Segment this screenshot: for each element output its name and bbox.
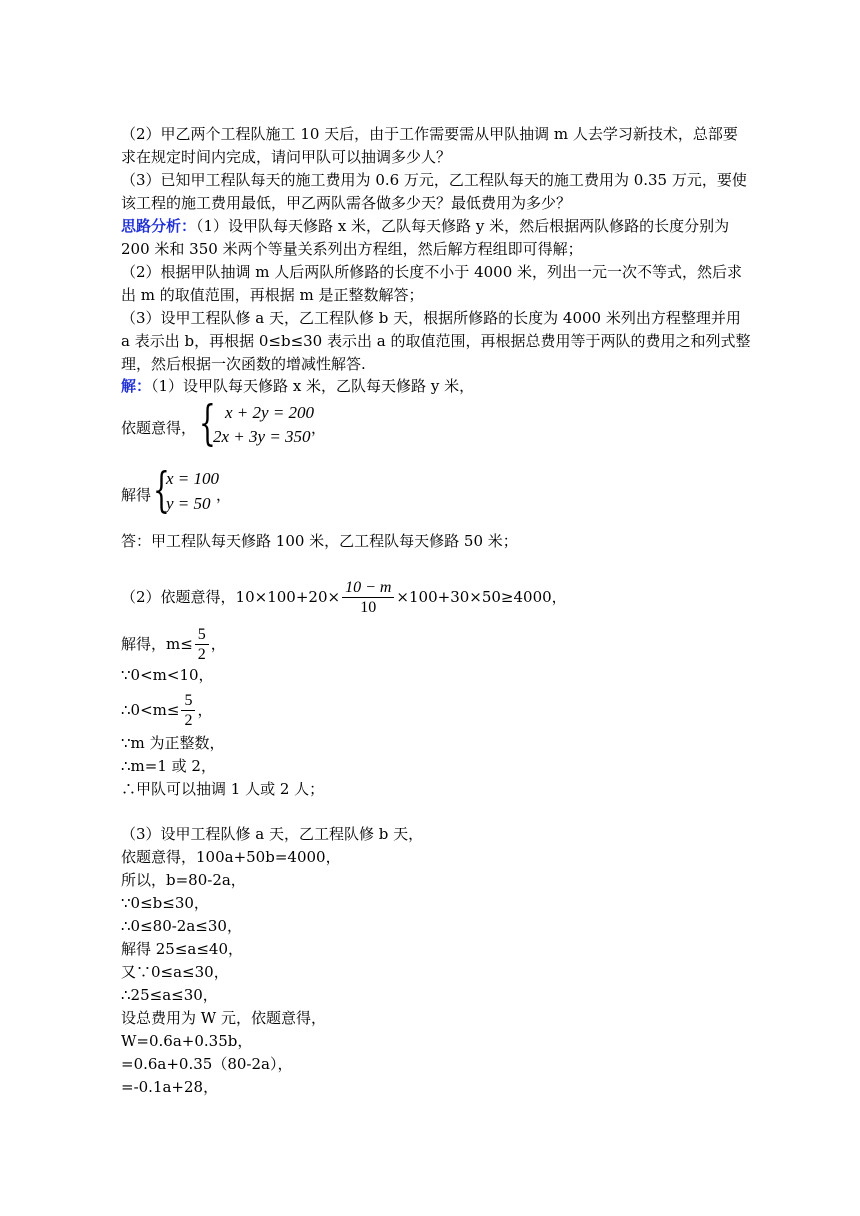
system-1-eq-2: 2x + 3y = 350 <box>213 427 311 446</box>
system-1-eq-1: x + 2y = 200 <box>225 403 315 422</box>
solution-text-1: （1）设甲队每天修路 x 米，乙队每天修路 y 米， <box>151 377 475 395</box>
fraction-5-over-2-b: $\frac{5}{2}$ <box>181 691 195 730</box>
part-3-line-4: ∵0≤b≤30， <box>121 894 209 912</box>
part-3-line-7: 又∵0≤a≤30， <box>121 963 229 981</box>
part-2-line-conclusion: ∴甲队可以抽调 1 人或 2 人； <box>121 780 325 798</box>
part-2-range-2: ∴0<m≤ $\frac{5}{2}$ ， <box>121 691 213 729</box>
system-1-prefix: 依题意得， <box>121 419 197 437</box>
part-3-line-6: 解得 25≤a≤40， <box>121 940 244 958</box>
part-2-line-m-values: ∴m=1 或 2， <box>121 757 216 775</box>
analysis-line-3: （2）根据甲队抽调 m 人后两队所修路的长度不小于 4000 米，列出一元一次不等式，然后求 <box>121 263 743 281</box>
part-2-solve: 解得，m≤ $\frac{5}{2}$ ， <box>121 625 226 663</box>
part-3-line-1: （3）设甲工程队修 a 天，乙工程队修 b 天， <box>121 825 424 843</box>
system-1-suffix: ， <box>311 419 327 437</box>
analysis-label: 思路分析： <box>121 217 197 235</box>
part-3-line-2: 依题意得，100a+50b=4000， <box>121 848 341 866</box>
analysis-line-5: （3）设甲工程队修 a 天，乙工程队修 b 天，根据所修路的长度为 4000 米列出方程整理并用 <box>121 309 741 327</box>
system-2-brace: { <box>153 462 170 518</box>
question-2-line-2: 求在规定时间内完成，请问甲队可以抽调多少人？ <box>121 148 452 166</box>
system-2-eq-2: y = 50 <box>166 494 211 513</box>
system-2-prefix: 解得 <box>121 486 152 504</box>
answer-1: 答：甲工程队每天修路 100 米，乙工程队每天修路 50 米； <box>121 532 518 550</box>
analysis-line-7: 理，然后根据一次函数的增减性解答. <box>121 355 366 373</box>
analysis-line-6: a 表示出 b，再根据 0≤b≤30 表示出 a 的取值范围，再根据总费用等于两队的费用之和列式整 <box>121 332 751 350</box>
part-3-line-3: 所以，b=80-2a， <box>121 871 246 889</box>
part-3-line-5: ∴0≤80-2a≤30， <box>121 917 242 935</box>
question-3-line-2: 该工程的施工费用最低，甲乙两队需各做多少天？最低费用为多少？ <box>121 194 572 212</box>
analysis-line-2: 200 米和 350 米两个等量关系列出方程组，然后解方程组即可得解； <box>121 240 583 258</box>
question-2-line-1: （2）甲乙两个工程队施工 10 天后，由于工作需要需从甲队抽调 m 人去学习新技术，总部要 <box>121 125 738 143</box>
system-2-eq-1: x = 100 <box>166 469 220 488</box>
part-3-line-9: 设总费用为 W 元，依题意得， <box>121 1009 326 1027</box>
system-1-brace: { <box>199 395 216 451</box>
part-2-range: ∵0<m<10， <box>121 666 214 684</box>
solution-label: 解： <box>121 377 152 395</box>
solution-line-1 <box>121 376 474 396</box>
system-2-suffix: ， <box>216 486 232 504</box>
analysis-line-4: 出 m 的取值范围，再根据 m 是正整数解答； <box>121 286 424 304</box>
question-3-line-1: （3）已知甲工程队每天的施工费用为 0.6 万元，乙工程队每天的施工费用为 0.35 万元，要使 <box>121 171 747 189</box>
part-3-line-8: ∴25≤a≤30， <box>121 986 218 1004</box>
fraction-10-minus-m-over-10: $\frac{10 - m}{10}$ <box>342 578 394 617</box>
part-3-line-10: W=0.6a+0.35b， <box>121 1032 253 1050</box>
analysis-text-1: （1）设甲队每天修路 x 米，乙队每天修路 y 米，然后根据两队修路的长度分别为 <box>196 217 730 235</box>
fraction-5-over-2: $\frac{5}{2}$ <box>195 625 209 664</box>
analysis-line-1 <box>121 216 729 236</box>
part-2-line-integer: ∵m 为正整数， <box>121 734 225 752</box>
part-2-inequality: （2）依题意得，10×100+20× $\frac{10 - m}{10}$ ×100+30×50≥4000， <box>121 578 567 616</box>
part-3-line-12: =-0.1a+28， <box>121 1078 219 1096</box>
part-3-line-11: =0.6a+0.35（80-2a）， <box>121 1055 293 1073</box>
